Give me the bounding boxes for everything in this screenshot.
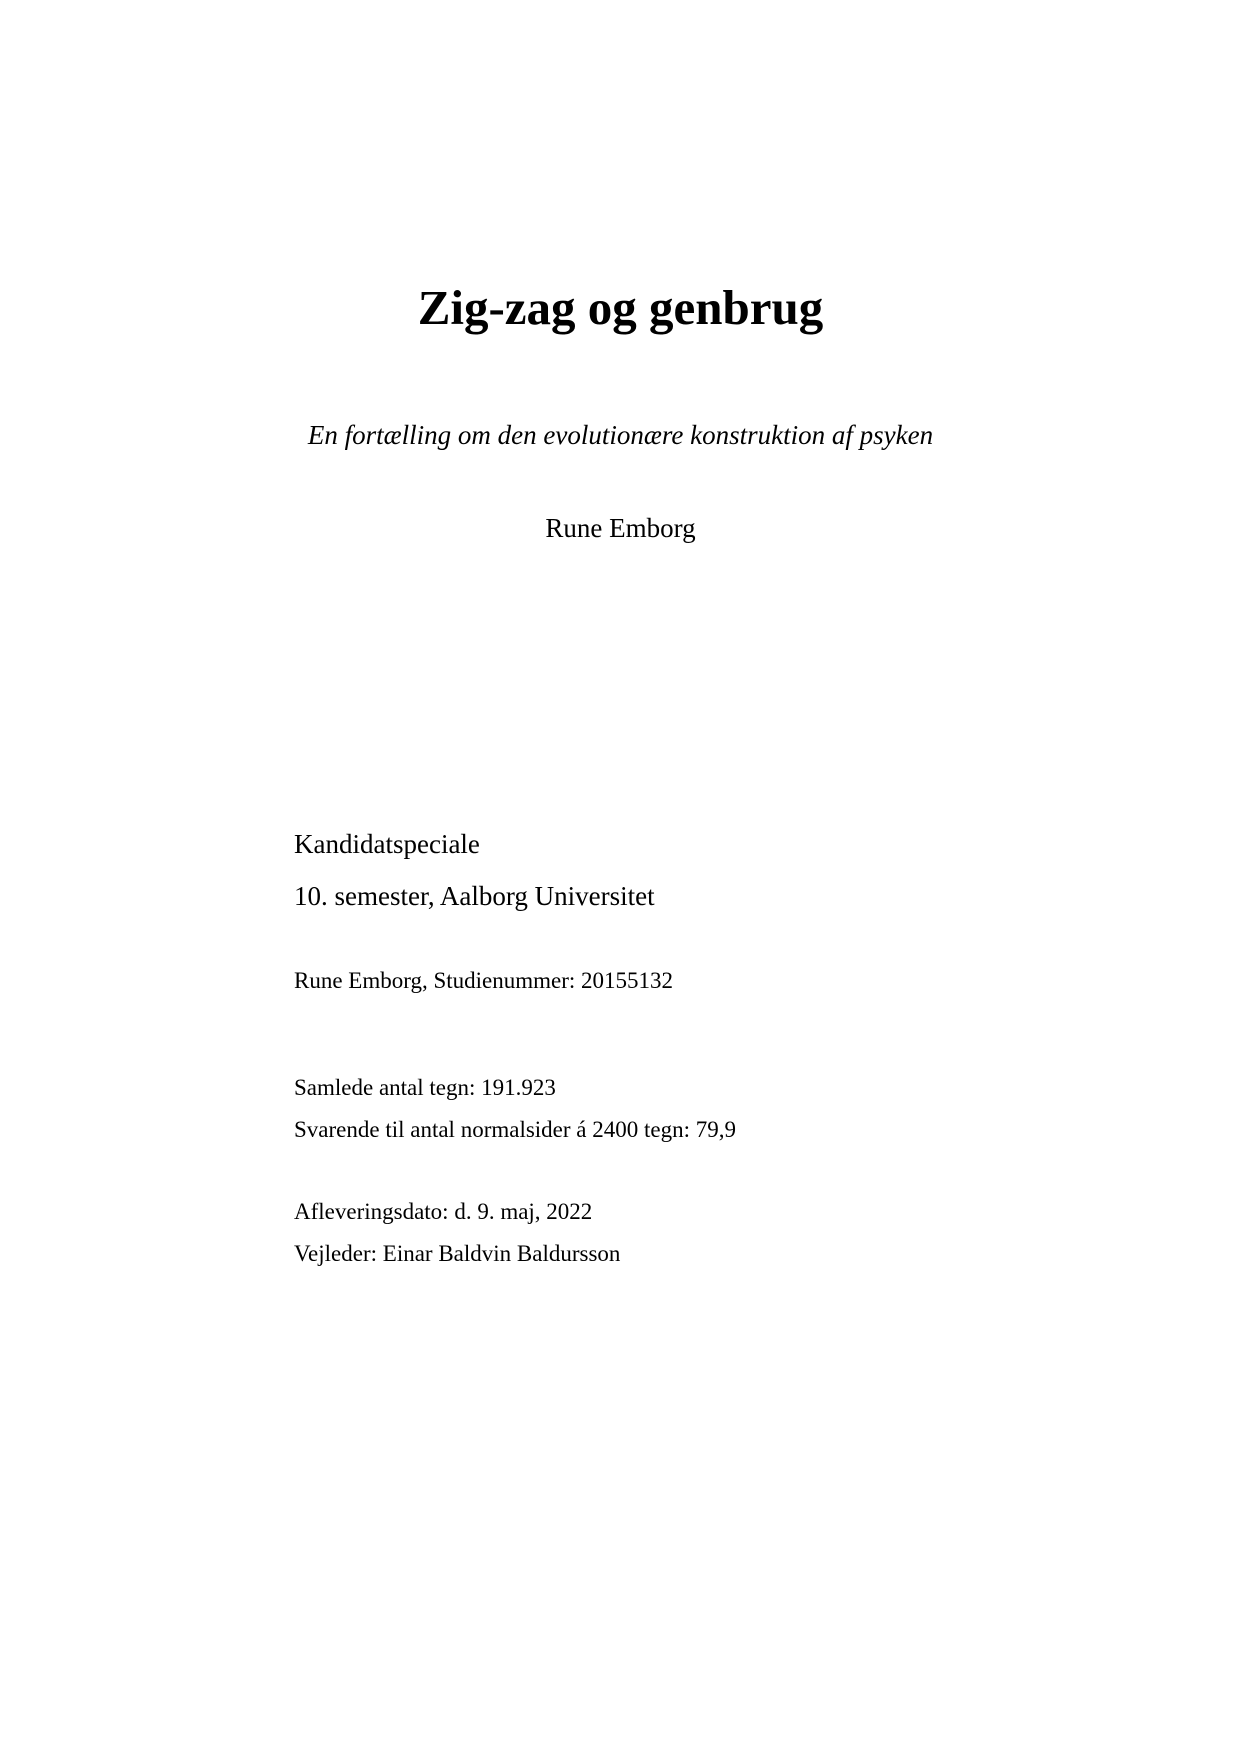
spacer	[294, 922, 1154, 960]
document-subtitle: En fortælling om den evolutionære konstruktion af psyken	[307, 420, 934, 450]
submission-date: Afleveringsdato: d. 9. maj, 2022	[294, 1199, 593, 1224]
semester-university: 10. semester, Aalborg Universitet	[294, 881, 655, 911]
character-count: Samlede antal tegn: 191.923	[294, 1075, 556, 1100]
student-number-line: Rune Emborg, Studienummer: 20155132	[294, 968, 674, 993]
author-name: Rune Emborg	[545, 513, 696, 543]
spacer	[294, 1151, 1154, 1191]
supervisor: Vejleder: Einar Baldvin Baldursson	[294, 1241, 621, 1266]
thesis-info-block	[294, 818, 1154, 1275]
thesis-type: Kandidatspeciale	[294, 829, 480, 859]
spacer	[294, 1002, 1154, 1067]
normal-pages-count: Svarende til antal normalsider á 2400 tegn: 79,9	[294, 1117, 736, 1142]
document-title: Zig-zag og genbrug	[417, 280, 824, 335]
